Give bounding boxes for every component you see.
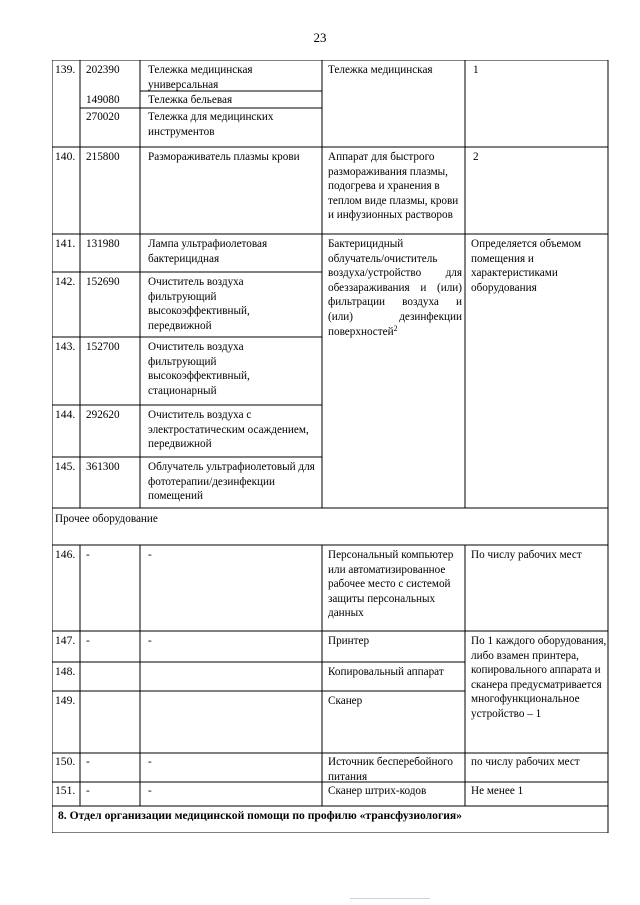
row-145-code: 361300	[86, 461, 120, 473]
row-143-name: Очиститель воздуха фильтрующий высокоэффективный, стационарный	[148, 341, 250, 397]
equipment-line-7: поверхностей	[328, 325, 394, 338]
section-8-heading: 8. Отдел организации медицинской помощи по профилю «трансфузиология»	[58, 809, 462, 822]
row-143-code: 152700	[86, 341, 120, 353]
row-139-code-2: 149080	[86, 94, 120, 106]
equipment-table	[52, 60, 610, 833]
row-140-number: 140.	[55, 150, 76, 163]
row-139-name-1: Тележка медицинская универсальная	[148, 64, 253, 91]
row-146-equipment: Персональный компьютер или автоматизированное рабочее место с системой защиты персональных данных	[328, 549, 454, 620]
row-140-name: Размораживатель плазмы крови	[148, 151, 300, 163]
row-139-qty: 1	[473, 64, 479, 76]
row-143-number: 143.	[55, 340, 76, 353]
section-other-equipment: Прочее оборудование	[55, 513, 158, 525]
equipment-line-4: обеззараживания и (или)	[328, 281, 462, 294]
row-147-number: 147.	[55, 634, 76, 647]
row-139-code-3: 270020	[86, 111, 120, 123]
equipment-line-3: воздуха/устройство для	[328, 267, 462, 280]
row-151-number: 151.	[55, 784, 76, 797]
row-144-number: 144.	[55, 408, 76, 421]
row-150-number: 150.	[55, 755, 76, 768]
row-146-qty: По числу рабочих мест	[471, 549, 582, 561]
row-142-code: 152690	[86, 276, 120, 288]
row-139-equipment: Тележка медицинская	[328, 64, 433, 76]
row-145-name: Облучатель ультрафиолетовый для фототерапии/дезинфекции помещений	[148, 461, 315, 503]
row-140-qty: 2	[473, 151, 479, 163]
row-141-name: Лампа ультрафиолетовая бактерицидная	[148, 238, 268, 265]
row-142-number: 142.	[55, 275, 76, 288]
row-150-equipment: Источник бесперебойного питания	[328, 756, 453, 783]
group-147-149-qty: По 1 каждого оборудования, либо взамен принтера, копировального аппарата и сканера предусматривается многофункциональное устройство – 1	[471, 635, 607, 720]
row-147-code: -	[86, 635, 90, 647]
equipment-line-2: облучатель/очиститель	[328, 252, 438, 265]
scan-artifact	[350, 898, 430, 899]
row-146-number: 146.	[55, 548, 76, 561]
row-148-equipment: Копировальный аппарат	[328, 666, 444, 678]
row-144-name: Очиститель воздуха с электростатическим осаждением, передвижной	[148, 409, 309, 451]
equipment-line-6: (или) дезинфекции	[328, 310, 462, 323]
row-145-number: 145.	[55, 460, 76, 473]
row-147-name: -	[148, 635, 152, 647]
group-141-145-qty: Определяется объемом помещения и характеристиками оборудования	[471, 238, 582, 294]
row-141-code: 131980	[86, 238, 120, 250]
row-146-code: -	[86, 549, 90, 561]
row-146-name: -	[148, 549, 152, 561]
row-142-name: Очиститель воздуха фильтрующий высокоэффективный, передвижной	[148, 276, 250, 332]
row-151-name: -	[148, 785, 152, 797]
row-140-code: 215800	[86, 151, 120, 163]
row-139-name-2: Тележка бельевая	[148, 94, 233, 106]
page-number: 23	[313, 30, 327, 45]
row-139-number: 139.	[55, 63, 76, 76]
row-149-equipment: Сканер	[328, 695, 363, 707]
row-139-code-1: 202390	[86, 64, 120, 76]
row-149-number: 149.	[55, 694, 76, 707]
row-150-code: -	[86, 756, 90, 768]
footnote-mark: 2	[393, 323, 398, 333]
row-151-equipment: Сканер штрих-кодов	[328, 785, 427, 797]
equipment-line-1: Бактерицидный	[328, 238, 404, 250]
equipment-line-5: фильтрации воздуха и	[328, 296, 462, 309]
row-148-number: 148.	[55, 665, 76, 678]
row-151-code: -	[86, 785, 90, 797]
row-151-qty: Не менее 1	[471, 785, 524, 797]
equipment-line-7-wrap	[328, 325, 462, 340]
row-150-name: -	[148, 756, 152, 768]
row-147-equipment: Принтер	[328, 635, 370, 647]
group-141-145-equipment	[328, 237, 462, 339]
row-144-code: 292620	[86, 409, 120, 421]
row-141-number: 141.	[55, 237, 76, 250]
row-140-equipment: Аппарат для быстрого размораживания плазмы, подогрева и хранения в теплом виде плазмы, крови и инфузионных растворов	[328, 151, 459, 222]
row-150-qty: по числу рабочих мест	[471, 756, 580, 768]
row-139-name-3: Тележка для медицинских инструментов	[148, 111, 274, 138]
